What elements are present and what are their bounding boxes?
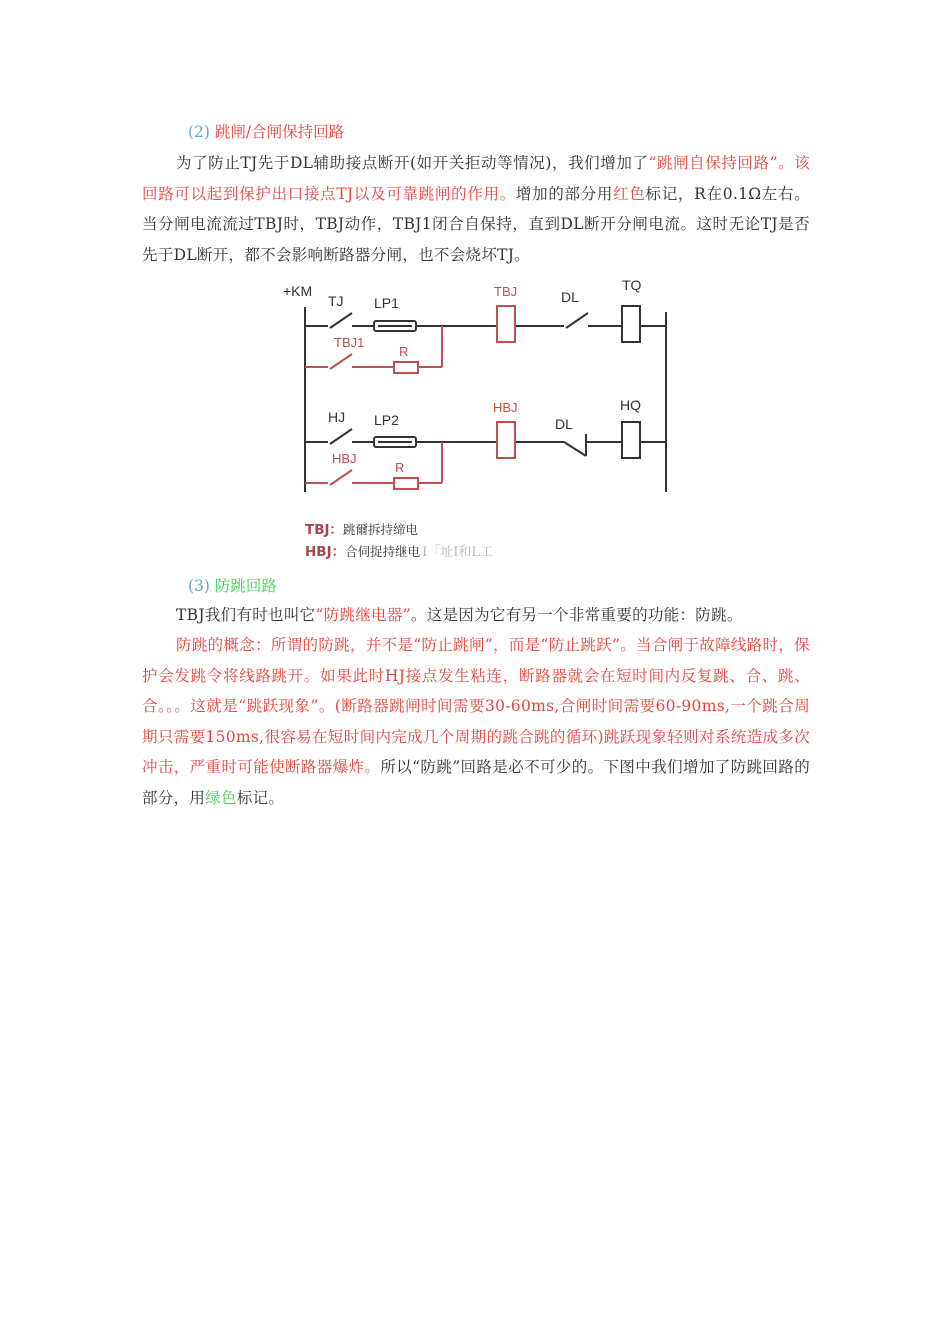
caption-hbj-label: HBJ：: [305, 544, 346, 560]
label-hj: HJ: [328, 409, 346, 425]
tq-coil: [622, 306, 640, 342]
label-r-top: R: [399, 344, 409, 359]
section-3-number: (3): [188, 577, 210, 595]
tbj-coil: [497, 306, 515, 342]
label-hbj: HBJ: [493, 400, 518, 415]
section-3-heading: [188, 574, 277, 596]
label-hq: HQ: [620, 397, 641, 413]
p1-highlight-red: “跳闸自保持回路”。该回路可以起到保护出口接点TJ以及可靠跳闸的作用。: [142, 154, 810, 203]
label-r-bottom: R: [395, 460, 405, 475]
p1-text-a: 为了防止TJ先于DL辅助接点断开(如开关拒动等情况)，我们增加了: [176, 154, 649, 172]
section-2-number: (2): [188, 123, 210, 141]
section-3-title: 防跳回路: [214, 577, 277, 595]
label-tbj1: TBJ1: [334, 335, 365, 350]
hbj-coil: [497, 422, 515, 458]
section-2-title: 跳闸/合闸保持回路: [214, 123, 345, 141]
section-2-heading: [188, 120, 344, 142]
label-hbj-branch: HBJ: [332, 451, 357, 466]
label-tbj: TBJ: [494, 284, 518, 299]
p1-text-c: 增加的部分用: [515, 184, 614, 203]
label-dl-bottom: DL: [555, 416, 573, 432]
p2-text-c: 。这是因为它有另一个非常重要的功能：防跳。: [410, 606, 743, 624]
label-dl-top: DL: [561, 289, 579, 305]
p3-green-word: 绿色: [205, 788, 237, 807]
caption-tbj-label: TBJ：: [305, 522, 344, 538]
r-bottom-resistor: [394, 478, 418, 489]
p2-text-a: TBJ我们有时也叫它: [176, 606, 316, 624]
label-tq: TQ: [622, 277, 642, 293]
p1-red-word: 红色: [613, 184, 646, 203]
p1-text-e: 标记，R在0.1Ω左右。当分闸电流流过TBJ时，TBJ动作，TBJ1闭合自保持，直到DL断开分闸电流。这时无论TJ是否先于DL断开，都不会影响断路器分闸，也不会烧坏TJ。: [142, 184, 810, 264]
label-tj: TJ: [328, 293, 344, 309]
p3-red-text: 防跳的概念：所谓的防跳，并不是“防止跳闸”，而是“防止跳跃”。当合闸于故障线路时，保护会发跳令将线路跳开。如果此时HJ接点发生粘连，断路器就会在短时间内反复跳、合、跳、合。。。这就是“跳跃现象”。(断路器跳闸时间需要30-60ms,合闸时间需要60-90ms,一个跳合周期只需要150ms,很容易在短时间内完成几个周期的跳合跳的循环)跳跃现象轻则对系统造成多次冲击，严重时可能使断路器爆炸。: [142, 636, 810, 776]
label-km: +KM: [283, 283, 313, 299]
r-top-resistor: [394, 362, 418, 373]
circuit-diagram: [270, 272, 680, 497]
section-2-paragraph: [142, 148, 810, 270]
p3-text-b: 所以“防跳”回路是必不可少的。下图中我们增加了防跳回路的部分，用: [142, 758, 810, 807]
label-lp2: LP2: [374, 412, 399, 428]
hj-contact: [330, 429, 352, 444]
tj-contact: [330, 313, 352, 328]
p2-highlight-red: “防跳继电器”: [315, 606, 411, 624]
tbj1-contact: [330, 354, 352, 369]
section-3-paragraph-2: [142, 630, 810, 813]
dl-top-contact: [566, 313, 588, 328]
caption-hbj-text: 合伺捉持继电: [345, 544, 421, 559]
section-3-paragraph-1: [142, 600, 810, 631]
hq-coil: [622, 422, 640, 458]
caption-hbj-extra: I「址I和L工: [422, 545, 494, 560]
caption-tbj-text: 跳爾拆持缔电: [343, 522, 419, 537]
caption-tbj: [305, 518, 418, 538]
p3-text-d: 标记。: [236, 788, 285, 807]
caption-hbj: [305, 540, 493, 560]
dl-bottom-contact: [564, 442, 586, 456]
label-lp1: LP1: [374, 295, 399, 311]
hbj-contact: [330, 470, 352, 485]
